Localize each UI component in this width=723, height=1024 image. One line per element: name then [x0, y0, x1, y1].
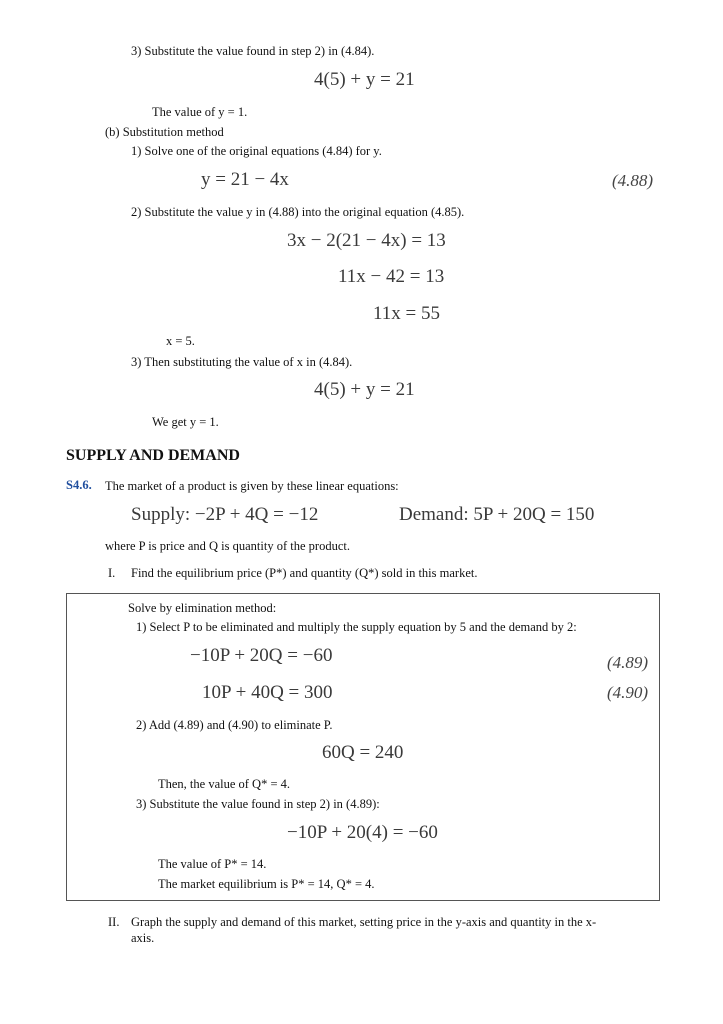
where-text: where P is price and Q is quantity of the product. — [105, 539, 350, 553]
supply-equation: Supply: −2P + 4Q = −12 — [131, 504, 319, 525]
question-2-text-line-2: axis. — [131, 931, 155, 945]
question-2-text-line-1: Graph the supply and demand of this market, setting price in the y-axis and quantity in the x- — [131, 915, 597, 929]
equation-4-5-y-21-again: 4(5) + y = 21 — [314, 379, 415, 400]
section-title: SUPPLY AND DEMAND — [66, 447, 240, 464]
solution-step-1: 1) Select P to be eliminated and multiply the supply equation by 5 and the demand by 2: — [136, 620, 577, 634]
equation-number-4-90: (4.90) — [607, 683, 649, 702]
equation-number-4-89: (4.89) — [607, 653, 649, 672]
equation-4-89: −10P + 20Q = −60 — [190, 645, 333, 666]
step-1-text: 1) Solve one of the original equations (4.84) for y. — [131, 144, 382, 158]
x-result-text: x = 5. — [166, 334, 195, 348]
equation-p-substitution: −10P + 20(4) = −60 — [287, 822, 438, 843]
equation-4-90: 10P + 40Q = 300 — [202, 682, 333, 703]
solution-step-3: 3) Substitute the value found in step 2) in (4.89): — [136, 797, 380, 811]
market-equilibrium-text: The market equilibrium is P* = 14, Q* = 4. — [158, 877, 375, 891]
solution-step-2: 2) Add (4.89) and (4.90) to eliminate P. — [136, 718, 333, 732]
equation-4-5-y-21: 4(5) + y = 21 — [314, 69, 415, 90]
p-star-value: The value of P* = 14. — [158, 857, 267, 871]
equation-substitution: 3x − 2(21 − 4x) = 13 — [287, 230, 446, 251]
question-1-text: Find the equilibrium price (P*) and quantity (Q*) sold in this market. — [131, 566, 478, 580]
equation-11x-55: 11x = 55 — [373, 303, 441, 324]
problem-id: S4.6. — [66, 478, 92, 492]
problem-text: The market of a product is given by these linear equations: — [105, 479, 399, 493]
step-3-text: 3) Substitute the value found in step 2) in (4.84). — [131, 44, 375, 58]
equation-11x-minus-42: 11x − 42 = 13 — [338, 266, 445, 287]
equation-4-88: y = 21 − 4x — [201, 169, 289, 190]
substitution-method-label: (b) Substitution method — [105, 125, 224, 139]
solution-intro: Solve by elimination method: — [128, 601, 277, 615]
q-star-value: Then, the value of Q* = 4. — [158, 777, 291, 791]
y-result-text: We get y = 1. — [152, 415, 219, 429]
demand-equation: Demand: 5P + 20Q = 150 — [399, 504, 595, 525]
equation-number-4-88: (4.88) — [612, 171, 654, 190]
question-2-number: II. — [108, 915, 120, 929]
step-3-substitution-text: 3) Then substituting the value of x in (4.84). — [131, 355, 353, 369]
equation-60q-240: 60Q = 240 — [322, 742, 404, 763]
step-2-text: 2) Substitute the value y in (4.88) into the original equation (4.85). — [131, 205, 465, 219]
question-1-number: I. — [108, 566, 116, 580]
value-of-y-text: The value of y = 1. — [152, 105, 248, 119]
